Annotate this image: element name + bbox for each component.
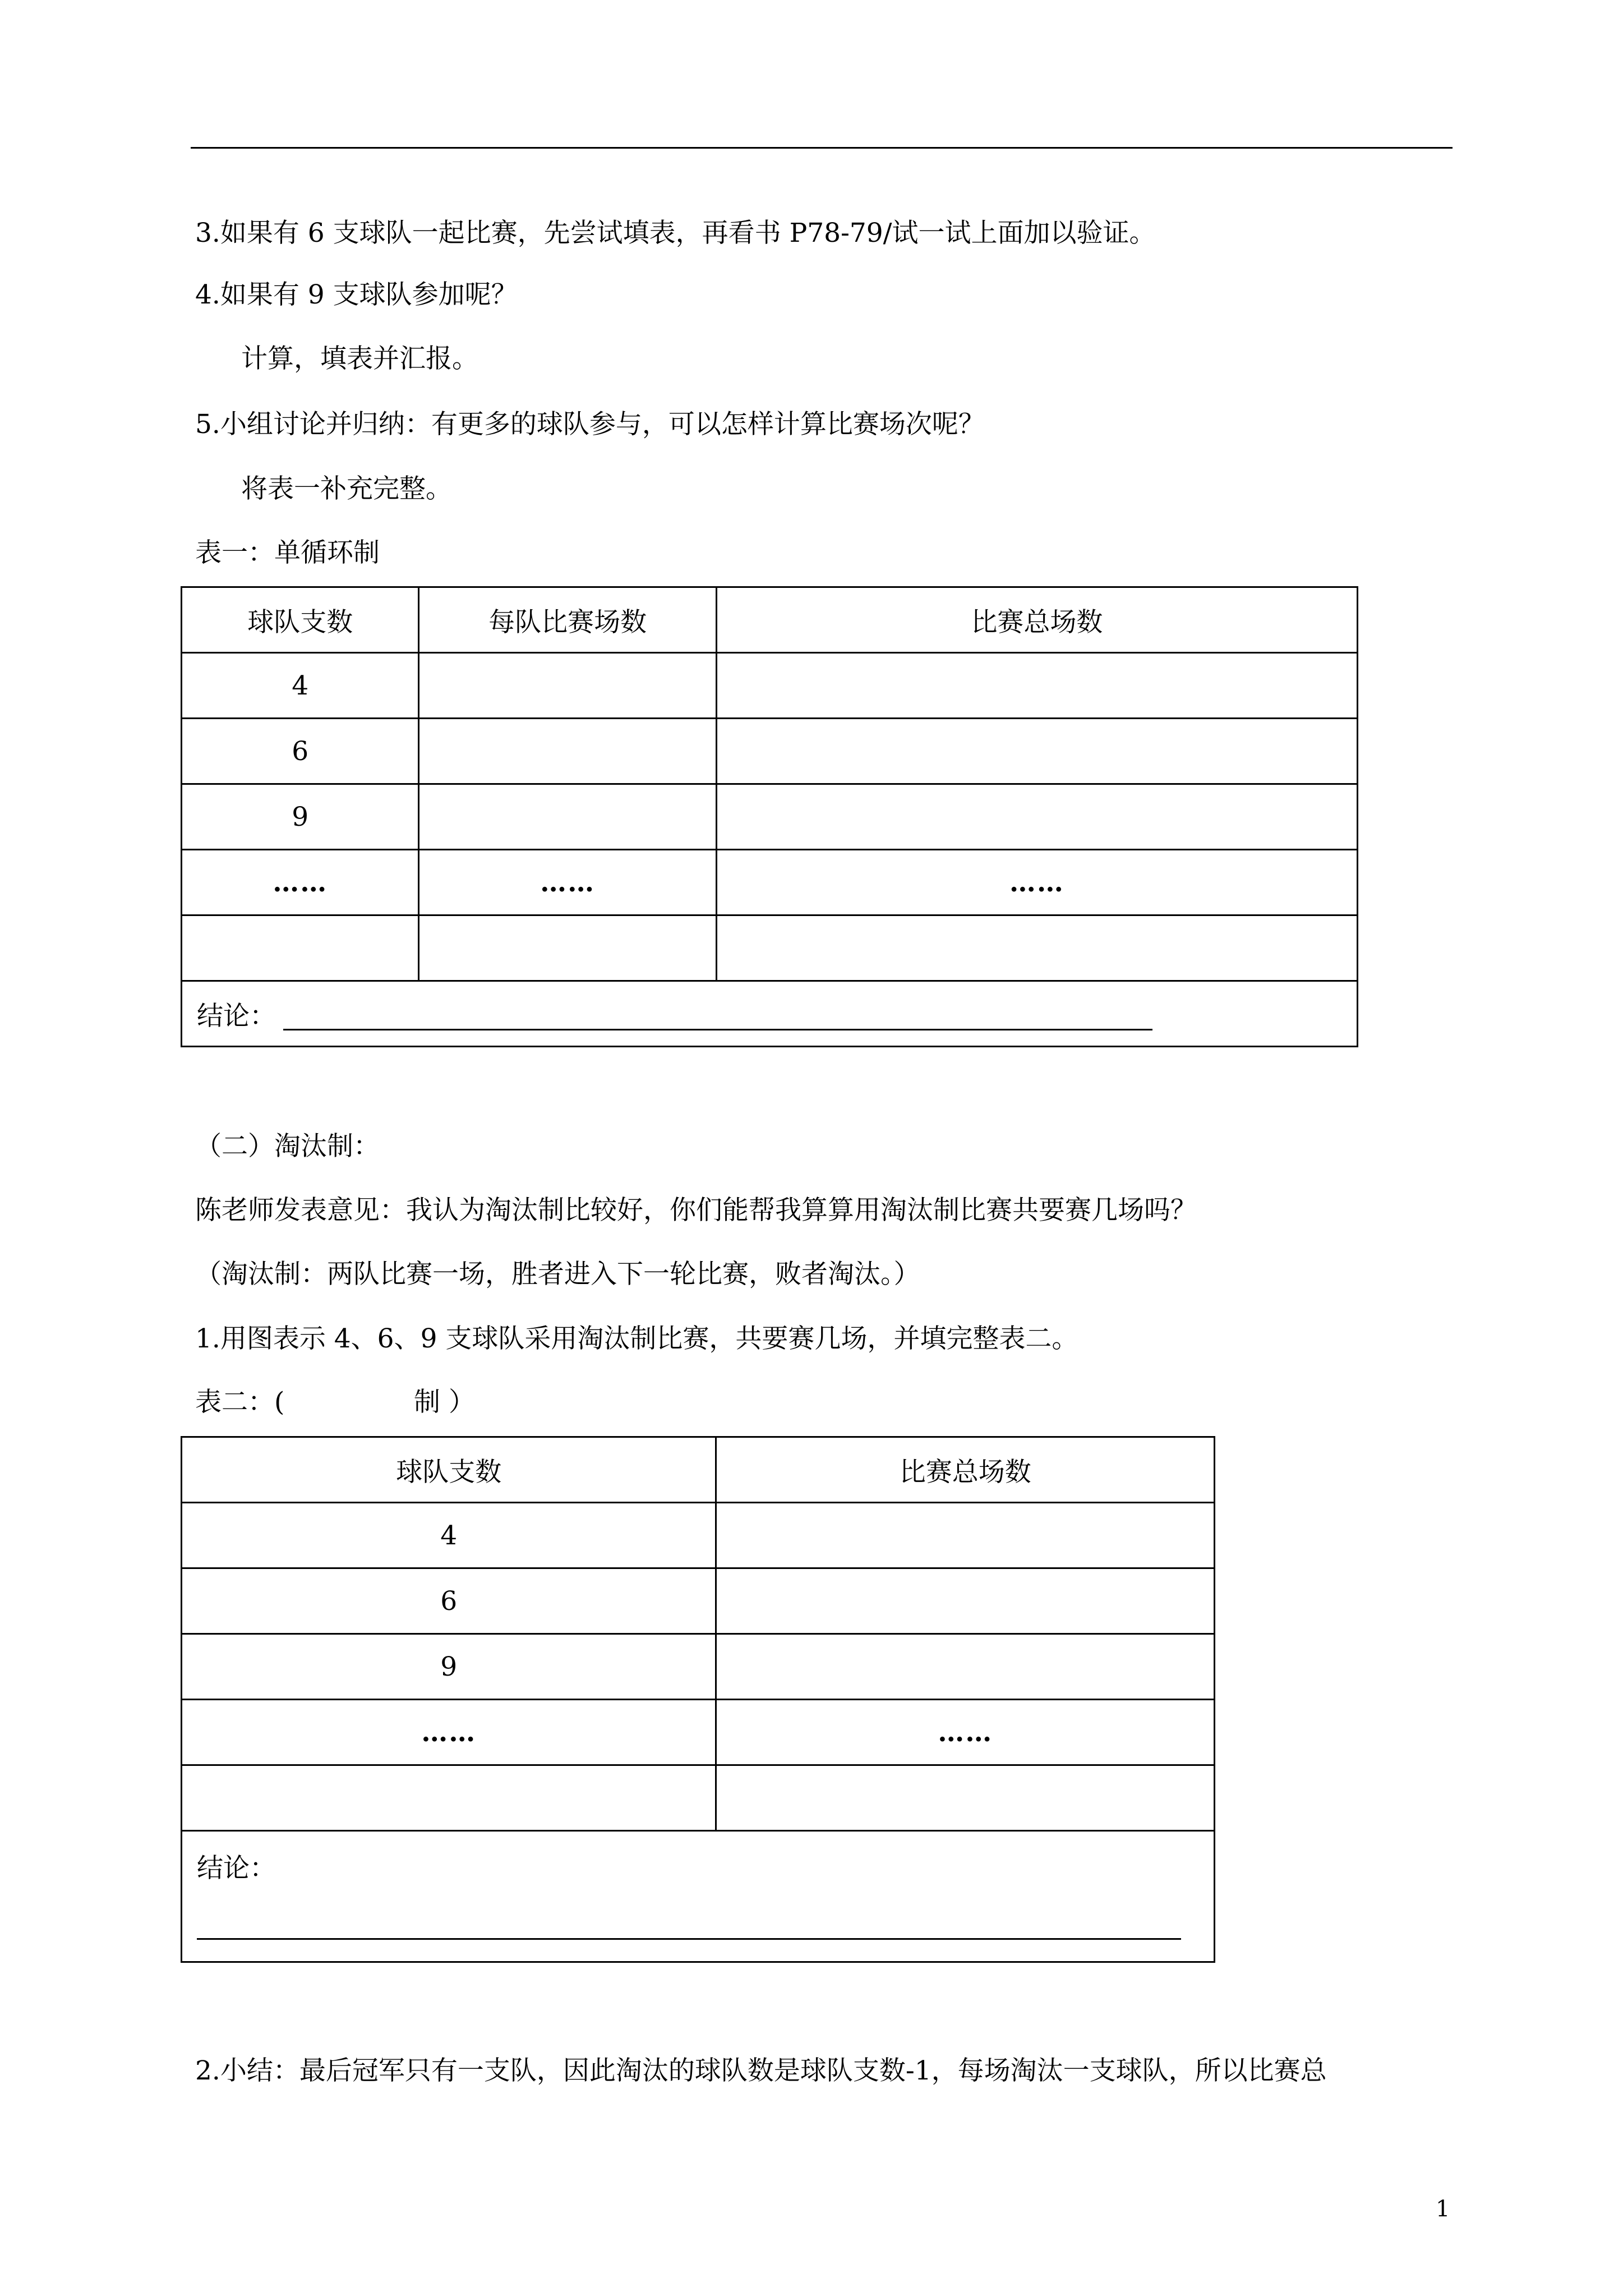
table1-caption: 表一：单循环制 (195, 537, 380, 568)
table-row (182, 1568, 1215, 1634)
table-cell[interactable] (716, 1503, 1215, 1568)
header-cell: 球队支数 (182, 1437, 716, 1503)
table2-caption-suffix: 制 ） (414, 1387, 475, 1418)
header-rule (191, 147, 1453, 149)
table-single-round-robin (181, 586, 1358, 1047)
conclusion-label: 结论： (197, 1853, 276, 1884)
section-2-paragraph-1: 陈老师发表意见：我认为淘汰制比较好，你们能帮我算算用淘汰制比赛共要赛几场吗？ (195, 1195, 1197, 1226)
section-2-paragraph-2: （淘汰制：两队比赛一场，胜者进入下一轮比赛，败者淘汰。） (195, 1259, 920, 1290)
table-cell: …… (182, 850, 419, 915)
page-number: 1 (1436, 2196, 1450, 2222)
conclusion-cell (182, 981, 1358, 1047)
table-cell[interactable] (716, 915, 1357, 981)
table-row (182, 915, 1358, 981)
table2-caption-blank[interactable] (292, 1386, 404, 1419)
table-header-row (182, 1437, 1215, 1503)
conclusion-row (182, 1831, 1215, 1962)
table-cell[interactable] (716, 1765, 1215, 1831)
table-row (182, 1700, 1215, 1765)
table-cell[interactable] (716, 1634, 1215, 1700)
conclusion-row (182, 981, 1358, 1047)
table-cell[interactable] (716, 719, 1357, 784)
section-2-paragraph-3: 1.用图表示 4、6、9 支球队采用淘汰制比赛，共要赛几场，并填完整表二。 (195, 1323, 1078, 1354)
table-cell[interactable] (716, 784, 1357, 850)
table-row (182, 719, 1358, 784)
table-row (182, 850, 1358, 915)
header-cell: 比赛总场数 (716, 587, 1357, 653)
paragraph-5-detail: 将表一补充完整。 (241, 473, 452, 504)
table-cell[interactable] (182, 1765, 716, 1831)
table-knockout (181, 1436, 1215, 1963)
paragraph-5: 5.小组讨论并归纳：有更多的球队参与，可以怎样计算比赛场次呢？ (195, 409, 985, 440)
table-cell: …… (716, 850, 1357, 915)
table-cell: 9 (182, 784, 419, 850)
table-cell: 9 (182, 1634, 716, 1700)
summary-paragraph: 2.小结：最后冠军只有一支队，因此淘汰的球队数是球队支数-1，每场淘汰一支球队，所以比赛总 (195, 2055, 1327, 2086)
table-header-row (182, 587, 1358, 653)
section-2-title: （二）淘汰制： (195, 1131, 380, 1162)
table-row (182, 1634, 1215, 1700)
table-cell[interactable] (419, 915, 716, 981)
table-cell[interactable] (419, 784, 716, 850)
table-cell[interactable] (716, 653, 1357, 719)
table-row (182, 1765, 1215, 1831)
conclusion-answer-line[interactable] (197, 1938, 1181, 1940)
header-cell: 球队支数 (182, 587, 419, 653)
paragraph-4-detail: 计算，填表并汇报。 (241, 343, 478, 374)
table-cell: …… (182, 1700, 716, 1765)
table-cell: 4 (182, 653, 419, 719)
table-cell: 4 (182, 1503, 716, 1568)
table-row (182, 653, 1358, 719)
conclusion-cell (182, 1831, 1215, 1962)
table-cell: …… (716, 1700, 1215, 1765)
paragraph-4: 4.如果有 9 支球队参加呢？ (195, 279, 518, 310)
table-cell[interactable] (419, 719, 716, 784)
conclusion-label: 结论： (197, 1000, 276, 1032)
table-row (182, 784, 1358, 850)
table-cell: 6 (182, 1568, 716, 1634)
header-cell: 比赛总场数 (716, 1437, 1215, 1503)
conclusion-answer-line[interactable] (283, 1029, 1152, 1030)
table-cell[interactable] (716, 1568, 1215, 1634)
table-cell: …… (419, 850, 716, 915)
header-cell: 每队比赛场数 (419, 587, 716, 653)
table-row (182, 1503, 1215, 1568)
paragraph-3: 3.如果有 6 支球队一起比赛，先尝试填表，再看书 P78-79/试一试上面加以验证。 (195, 218, 1156, 249)
table2-caption: 表二：( (195, 1387, 285, 1418)
table-cell[interactable] (182, 915, 419, 981)
table-cell: 6 (182, 719, 419, 784)
table-cell[interactable] (419, 653, 716, 719)
